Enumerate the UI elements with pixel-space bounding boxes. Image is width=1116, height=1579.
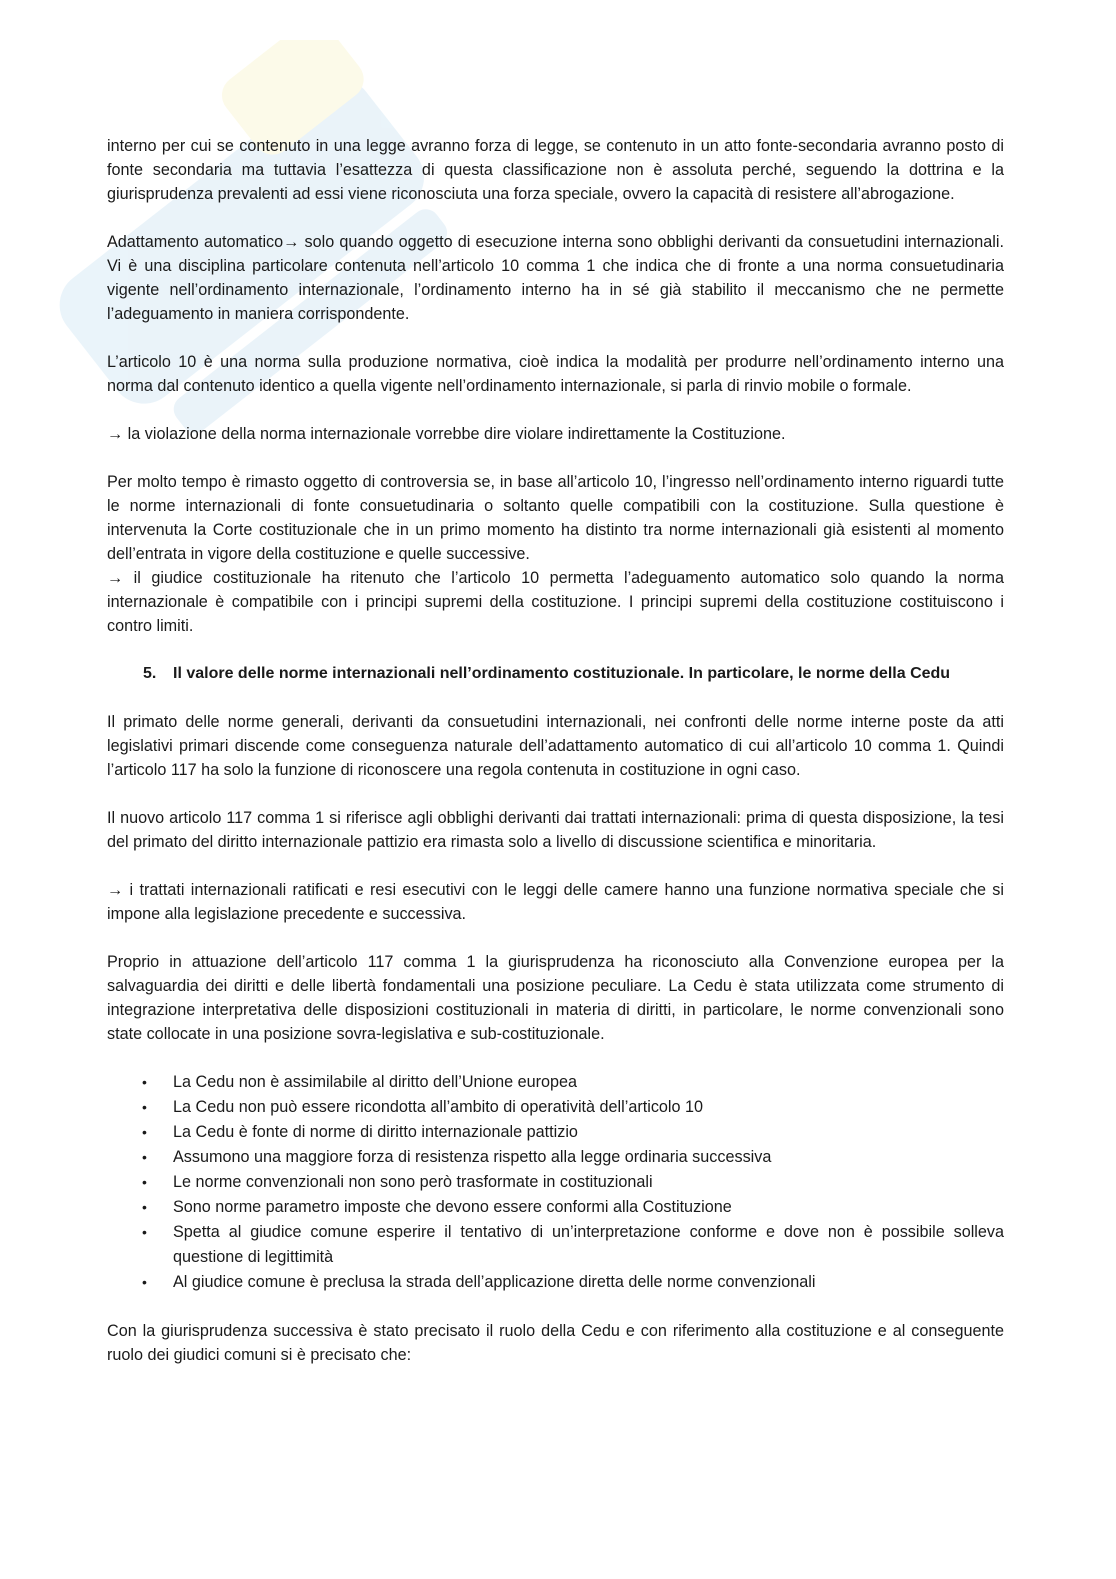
list-item: • Al giudice comune è preclusa la strada dell’applicazione diretta delle norme convenzionali	[107, 1270, 1004, 1295]
section-heading	[107, 662, 1004, 686]
paragraph-closing: Con la giurisprudenza successiva è stato precisato il ruolo della Cedu e con riferimento alla costituzione e al conseguente ruolo dei giudici comuni si è precisato che:	[107, 1322, 1004, 1364]
section-title: Il valore delle norme internazionali nell’ordinamento costituzionale. In particolare, le norme della Cedu	[173, 665, 951, 682]
bullet-icon: •	[142, 1174, 147, 1190]
list-item: • Sono norme parametro imposte che devono essere conformi alla Costituzione	[107, 1195, 1004, 1220]
bullet-icon: •	[142, 1274, 147, 1290]
paragraph-articolo-10: L’articolo 10 è una norma sulla produzione normativa, cioè indica la modalità per produrre nell’ordinamento interno una norma dal contenuto identico a quella vigente nell’ordinamento internazionale, si parla di rinvio mobile o formale.	[107, 353, 1004, 395]
paragraph-primato: Il primato delle norme generali, derivanti da consuetudini internazionali, nei confronti delle norme interne poste da atti legislativi primari discende come conseguenza naturale dell’adattamento automatico di cui all’articolo 10 comma 1. Quindi l’articolo 117 ha solo la funzione di riconoscere una regola contenuta in costituzione in ogni caso.	[107, 713, 1004, 779]
paragraph-giudice-costituzionale: → il giudice costituzionale ha ritenuto che l’articolo 10 permetta l’adeguamento automatico solo quando la norma internazionale è compatibile con i principi supremi della costituzione. I principi supremi della costituzione costituiscono i contro limiti.	[107, 569, 1004, 635]
bullet-list	[107, 1070, 1004, 1295]
list-item: • Spetta al giudice comune esperire il tentativo di un’interpretazione conforme e dove non è possibile solleva questione di legittimità	[107, 1220, 1004, 1270]
bullet-icon: •	[142, 1199, 147, 1215]
paragraph-adattamento: Adattamento automatico→ solo quando oggetto di esecuzione interna sono obblighi derivanti da consuetudini internazionali. Vi è una disciplina particolare contenuta nell’articolo 10 comma 1 che indica che di fronte a una norma consuetudinaria vigente nell’ordinamento internazionale, l’ordinamento interno ha in sé già stabilito il meccanismo che ne permette l’adeguamento in maniera corrispondente.	[107, 233, 1004, 323]
paragraph-1: interno per cui se contenuto in una legge avranno forza di legge, se contenuto in un atto fonte-secondaria avranno posto di fonte secondaria ma tuttavia l’esattezza di questa classificazione non è assoluta perché, seguendo la dottrina e la giurisprudenza prevalenti ad essi viene riconosciuta una forza speciale, ovvero la capacità di resistere all’abrogazione.	[107, 137, 1004, 203]
bullet-icon: •	[142, 1099, 147, 1115]
paragraph-violazione: → la violazione della norma internazionale vorrebbe dire violare indirettamente la Costituzione.	[107, 425, 786, 443]
bullet-icon: •	[142, 1124, 147, 1140]
document-page	[107, 134, 1004, 1391]
list-item: • La Cedu non è assimilabile al diritto dell’Unione europea	[107, 1070, 1004, 1095]
bullet-icon: •	[142, 1224, 147, 1240]
bullet-icon: •	[142, 1074, 147, 1090]
list-item: • Le norme convenzionali non sono però trasformate in costituzionali	[107, 1170, 1004, 1195]
paragraph-articolo-117: Il nuovo articolo 117 comma 1 si riferisce agli obblighi derivanti dai trattati internazionali: prima di questa disposizione, la tesi del primato del diritto internazionale pattizio era rimasta solo a livello di discussione scientifica e minoritaria.	[107, 809, 1004, 851]
list-item: • Assumono una maggiore forza di resistenza rispetto alla legge ordinaria successiva	[107, 1145, 1004, 1170]
list-item: • La Cedu non può essere ricondotta all’ambito di operatività dell’articolo 10	[107, 1095, 1004, 1120]
list-item: • La Cedu è fonte di norme di diritto internazionale pattizio	[107, 1120, 1004, 1145]
section-number: 5.	[143, 665, 157, 682]
paragraph-cedu: Proprio in attuazione dell’articolo 117 comma 1 la giurisprudenza ha riconosciuto alla Convenzione europea per la salvaguardia dei diritti e delle libertà fondamentali una posizione peculiare. La Cedu è stata utilizzata come strumento di integrazione interpretativa delle disposizioni costituzionali in materia di diritti, in particolare, le norme convenzionali sono state collocate in una posizione sovra-legislativa e sub-costituzionale.	[107, 953, 1004, 1043]
bullet-icon: •	[142, 1149, 147, 1165]
paragraph-controversia: Per molto tempo è rimasto oggetto di controversia se, in base all’articolo 10, l’ingresso nell’ordinamento interno riguardi tutte le norme internazionali di fonte consuetudinaria o soltanto quelle compatibili con la costituzione. Sulla questione è intervenuta la Corte costituzionale che in un primo momento ha distinto tra norme internazionali già esistenti al momento dell’entrata in vigore della costituzione e quelle successive.	[107, 473, 1004, 563]
paragraph-trattati: → i trattati internazionali ratificati e resi esecutivi con le leggi delle camere hanno una funzione normativa speciale che si impone alla legislazione precedente e successiva.	[107, 881, 1004, 923]
